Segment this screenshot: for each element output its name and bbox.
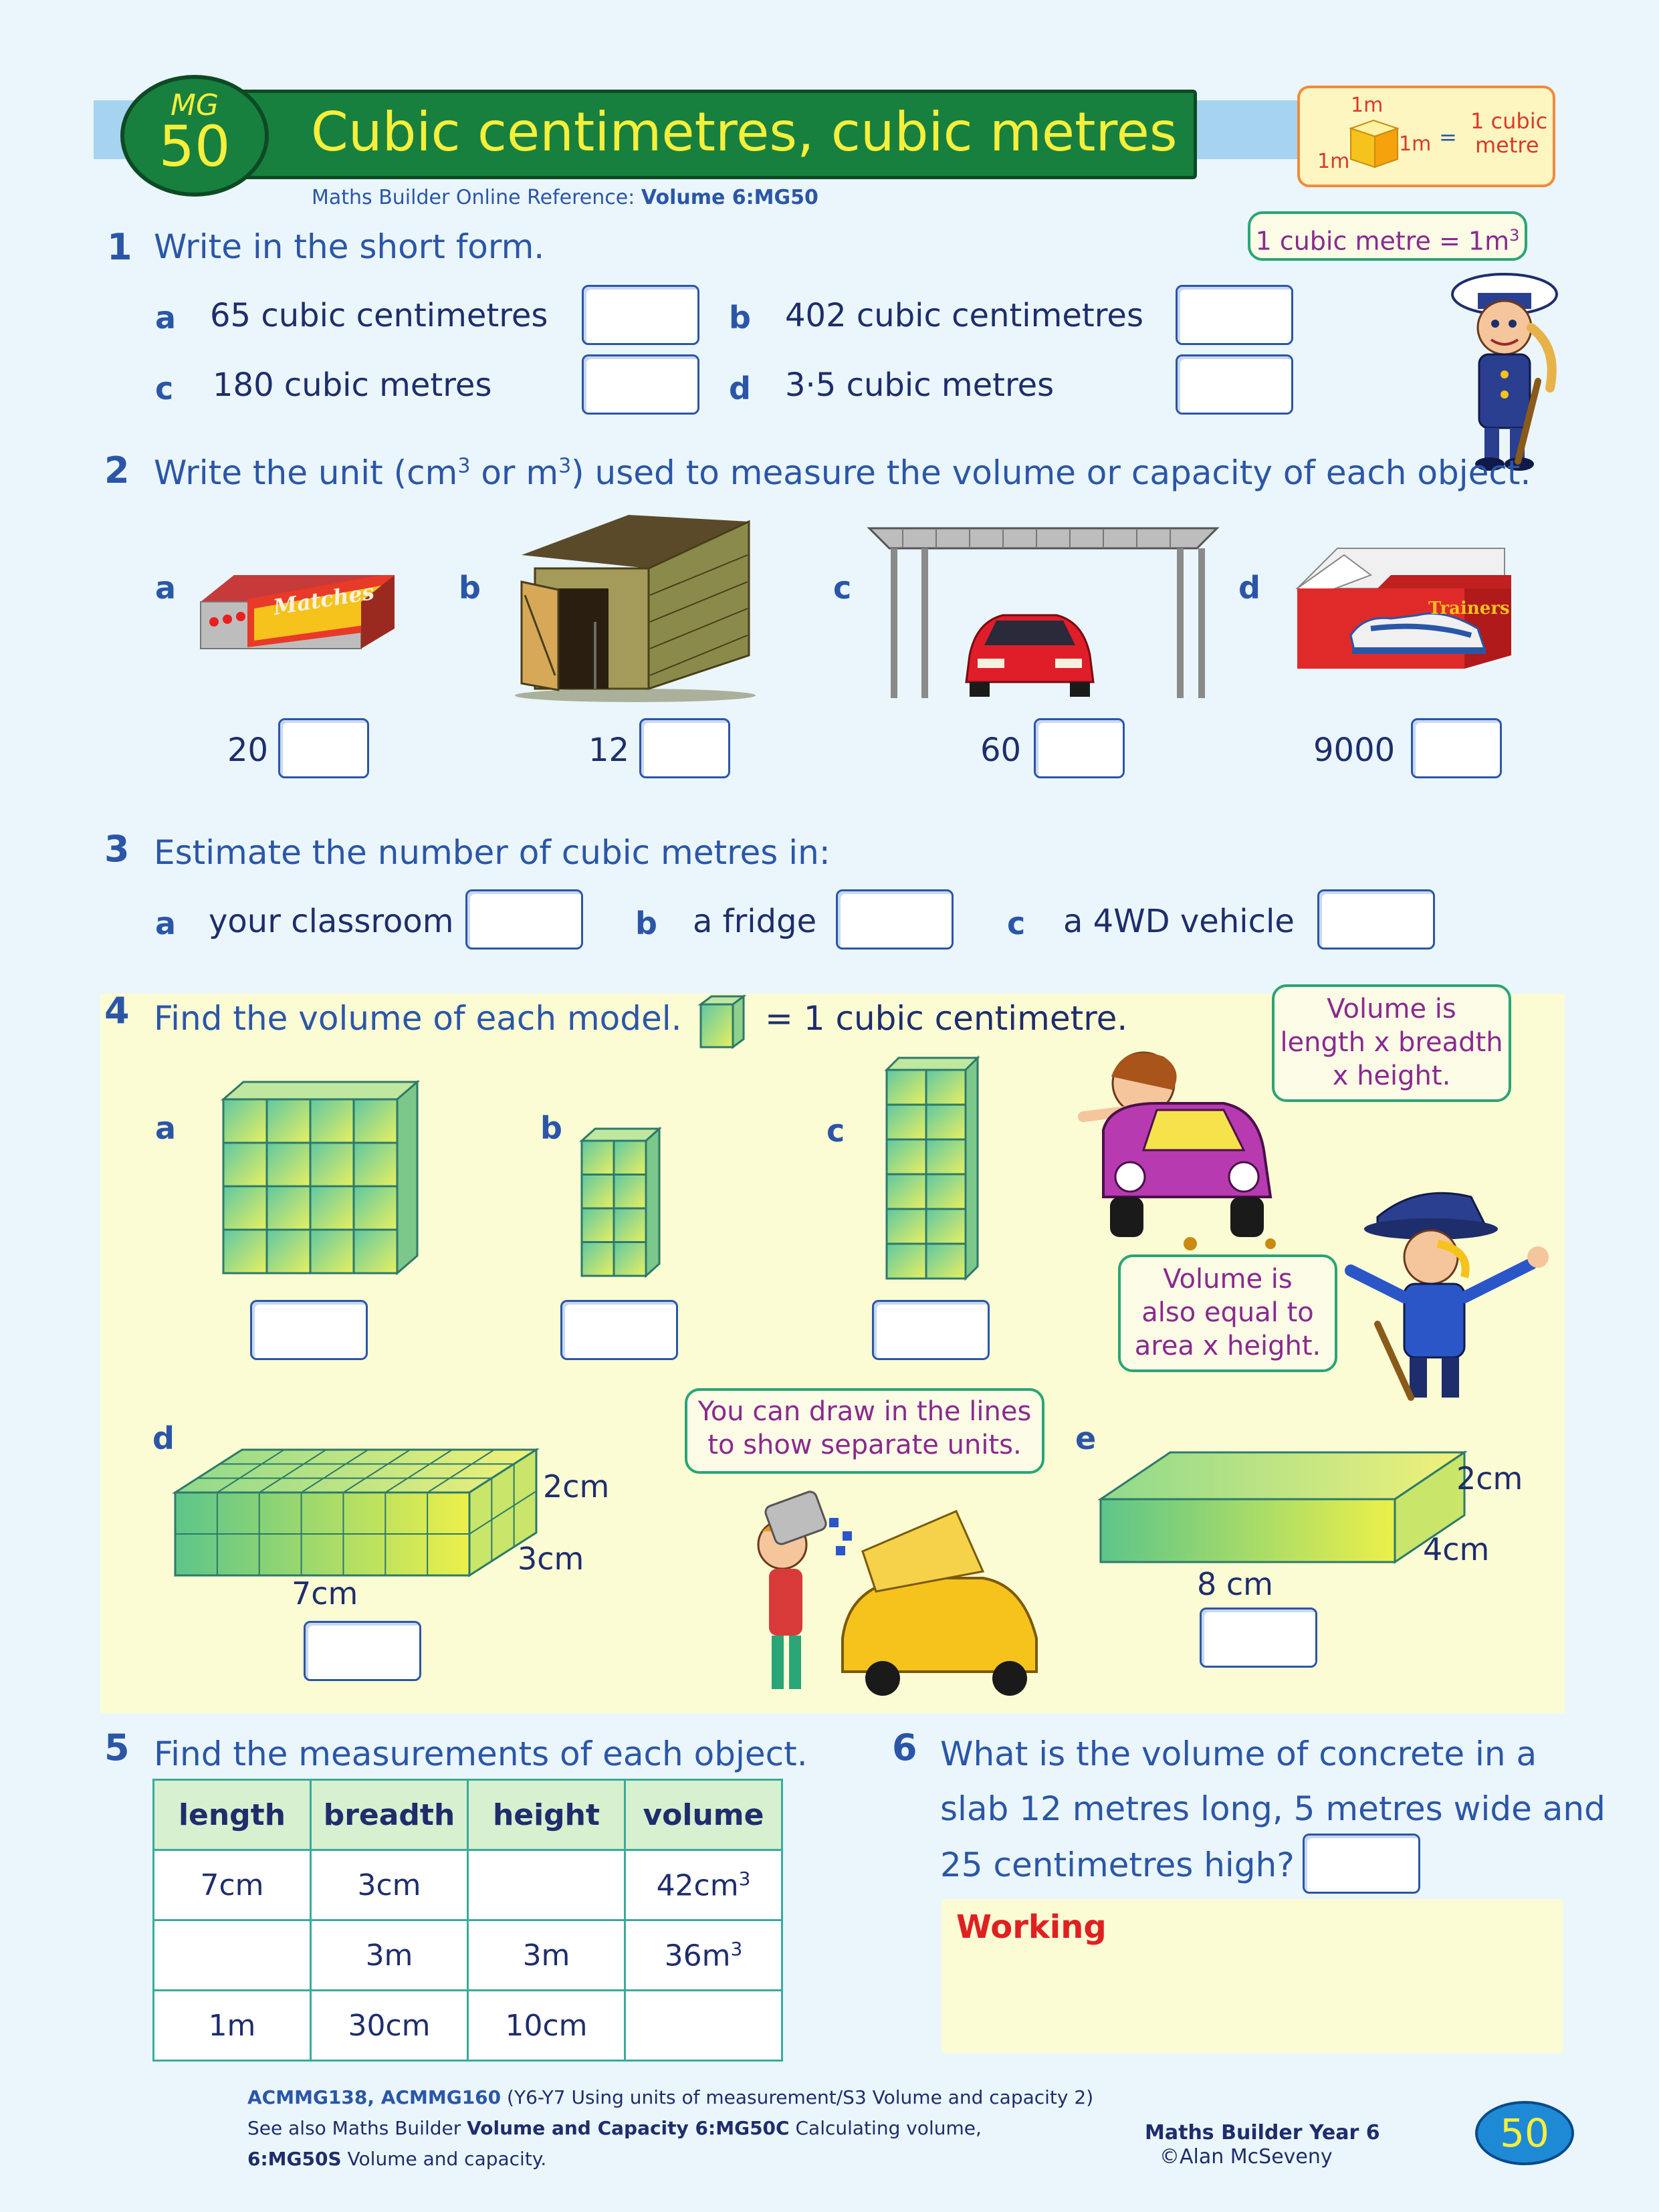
see-also-line1 [247, 2117, 982, 2139]
q3a-letter: a [155, 905, 177, 942]
q2a-value: 20 [227, 732, 269, 769]
garden-shed-icon [495, 508, 776, 702]
cubic-metre-legend [1297, 86, 1555, 187]
model-a-cube [354, 1099, 397, 1143]
page-title: Cubic centimetres, cubic metres [311, 101, 1178, 163]
page-number: 50 [1500, 2110, 1549, 2156]
model-a-cube [267, 1099, 310, 1143]
model-a-cubes [214, 1073, 428, 1280]
q3a-text: your classroom [209, 903, 454, 940]
q4a-answer-box[interactable] [250, 1300, 368, 1360]
header-breadth: breadth [311, 1780, 468, 1850]
see-also-text3: Volume and capacity. [341, 2148, 547, 2170]
table-row [154, 1920, 782, 1991]
cubic-metre-bubble-text: 1 cubic metre = 1m [1255, 226, 1510, 256]
q3-prompt: Estimate the number of cubic metres in: [154, 833, 831, 872]
q1b-text: 402 cubic centimetres [785, 297, 1143, 334]
online-ref-value: Volume 6:MG50 [641, 186, 818, 209]
row1-volume [625, 1850, 782, 1920]
q1-number: 1 [107, 226, 132, 268]
model-b-cube [582, 1208, 614, 1242]
model-d-breadth: 3cm [518, 1541, 584, 1577]
mg-badge [120, 75, 269, 197]
row1-volume-sup: 3 [738, 1867, 751, 1890]
badge-number: 50 [158, 114, 231, 179]
model-e-slab [1097, 1447, 1471, 1567]
q6-line2: slab 12 metres long, 5 metres wide and [940, 1789, 1606, 1828]
model-c-cube [926, 1139, 966, 1174]
model-c-cube [887, 1209, 926, 1244]
q1b-answer-box[interactable] [1176, 285, 1293, 345]
q3c-letter: c [1007, 905, 1026, 942]
q2b-answer-box[interactable] [639, 718, 730, 778]
q3b-letter: b [635, 905, 657, 942]
table-row [154, 1850, 782, 1920]
q2-prompt-part2: or m [470, 453, 559, 492]
draw-lines-line1: You can draw in the lines [697, 1396, 1032, 1427]
q2d-value: 9000 [1313, 732, 1396, 769]
q4c-letter: c [826, 1113, 845, 1149]
row1-length: 7cm [154, 1850, 311, 1920]
row2-height: 3m [468, 1920, 625, 1991]
model-c-cube [887, 1139, 926, 1174]
q1d-letter: d [729, 370, 751, 407]
table-header-row [154, 1780, 782, 1850]
police-character-icon [1438, 261, 1571, 475]
area-formula-bubble [1118, 1254, 1337, 1372]
curriculum-codes-desc: (Y6-Y7 Using units of measurement/S3 Volume and capacity 2) [501, 2086, 1094, 2108]
model-a-cube [223, 1230, 267, 1273]
q3b-answer-box[interactable] [836, 889, 954, 950]
q2b-value: 12 [588, 732, 630, 769]
area-formula-line3: area x height. [1134, 1331, 1321, 1361]
model-c-cubes [880, 1050, 987, 1284]
row2-breadth: 3m [311, 1920, 468, 1991]
model-b-cube [614, 1242, 646, 1277]
q1c-letter: c [155, 370, 174, 407]
q4c-answer-box[interactable] [872, 1300, 990, 1360]
model-a-cube [310, 1186, 354, 1230]
q5-prompt: Find the measurements of each object. [154, 1735, 808, 1773]
model-c-cube [887, 1070, 926, 1105]
model-c-cube [926, 1209, 966, 1244]
see-also-line2 [247, 2148, 546, 2170]
model-d-cubes [171, 1436, 546, 1583]
page-number-badge [1475, 2101, 1574, 2165]
model-a-cube [354, 1186, 397, 1230]
cubic-metre-bubble-sup: 3 [1509, 226, 1520, 245]
curriculum-codes [247, 2086, 1093, 2108]
model-b-cube [582, 1175, 614, 1209]
model-a-cube [267, 1186, 310, 1230]
curriculum-codes-value: ACMMG138, ACMMG160 [247, 2086, 502, 2108]
driver-in-car-icon [1063, 1043, 1284, 1257]
q2d-letter: d [1238, 570, 1260, 606]
area-formula-line2: also equal to [1141, 1297, 1314, 1328]
q4-unit-text: = 1 cubic centimetre. [765, 999, 1128, 1038]
q1c-answer-box[interactable] [582, 354, 699, 415]
q6-line3: 25 centimetres high? [940, 1846, 1295, 1884]
row1-height-input[interactable] [468, 1850, 625, 1920]
model-a-cube [223, 1143, 267, 1186]
unit-cube-icon [697, 992, 748, 1053]
working-area[interactable] [942, 1899, 1563, 2053]
model-e-height: 2cm [1456, 1460, 1523, 1497]
row1-breadth: 3cm [311, 1850, 468, 1920]
row2-volume [625, 1920, 782, 1991]
q2c-value: 60 [980, 732, 1022, 769]
cube-label-left: 1m [1317, 150, 1350, 173]
q4d-letter: d [152, 1420, 175, 1456]
online-ref-label: Maths Builder Online Reference: [312, 186, 635, 209]
model-b-cube [614, 1208, 646, 1242]
row2-volume-value: 36m [664, 1939, 731, 1973]
q3b-text: a fridge [693, 903, 817, 940]
shoebox-label: Trainers [1428, 598, 1510, 619]
model-c-cube [887, 1174, 926, 1209]
header-height: height [468, 1780, 625, 1850]
header-length: length [154, 1780, 311, 1850]
q6-number: 6 [892, 1727, 917, 1769]
q1d-answer-box[interactable] [1176, 354, 1293, 415]
see-also-text2: Calculating volume, [789, 2117, 982, 2139]
shoebox-icon [1291, 535, 1518, 675]
q3c-answer-box[interactable] [1317, 889, 1435, 950]
area-formula-line1: Volume is [1163, 1264, 1293, 1295]
draw-lines-line2: to show separate units. [707, 1430, 1022, 1460]
cube-label-top: 1m [1351, 94, 1384, 117]
q2-prompt-part3: ) used to measure the volume or capacity of each object. [571, 453, 1531, 492]
q3c-text: a 4WD vehicle [1063, 903, 1295, 940]
row1-volume-value: 42cm [656, 1868, 739, 1903]
copyright: ©Alan McSeveny [1159, 2145, 1333, 2169]
model-a-cube [310, 1099, 354, 1143]
model-e-breadth: 4cm [1423, 1531, 1490, 1567]
row2-volume-sup: 3 [730, 1937, 743, 1960]
cube-meaning-2: metre [1475, 132, 1539, 158]
model-d-height: 2cm [543, 1468, 610, 1505]
volume-formula-line1: Volume is [1327, 994, 1456, 1024]
model-e-length: 8 cm [1197, 1566, 1273, 1602]
volume-formula-line3: x height. [1332, 1061, 1451, 1091]
q6-line1: What is the volume of concrete in a [940, 1735, 1537, 1773]
q2-prompt-sup2: 3 [558, 454, 572, 478]
q1a-letter: a [155, 300, 177, 336]
q4-number: 4 [104, 990, 130, 1032]
q1a-answer-box[interactable] [582, 285, 699, 345]
q4e-answer-box[interactable] [1200, 1608, 1317, 1668]
model-a-cube [354, 1230, 397, 1273]
model-b-cube [582, 1141, 614, 1175]
q1a-text: 65 cubic centimetres [210, 297, 548, 334]
q2a-letter: a [155, 570, 177, 606]
online-reference [312, 186, 818, 209]
q1c-text: 180 cubic metres [213, 366, 492, 404]
model-a-cube [267, 1143, 310, 1186]
model-c-cube [887, 1244, 926, 1279]
measurements-table [152, 1779, 783, 2062]
model-c-cube [926, 1105, 966, 1139]
model-a-cube [267, 1230, 310, 1273]
model-b-cube [582, 1242, 614, 1277]
see-also-text1: See also Maths Builder [247, 2117, 467, 2139]
q4d-answer-box[interactable] [304, 1621, 421, 1681]
q4e-letter: e [1075, 1420, 1097, 1456]
model-a-cube [310, 1230, 354, 1273]
title-banner [227, 90, 1197, 179]
see-also-bold2: 6:MG50S [247, 2148, 342, 2170]
model-a-cube [223, 1099, 267, 1143]
model-b-cubes [575, 1121, 669, 1281]
boy-filling-car-icon [742, 1484, 1050, 1698]
model-c-cube [926, 1244, 966, 1279]
model-a-cube [310, 1143, 354, 1186]
row3-breadth: 30cm [311, 1991, 468, 2061]
working-label: Working [956, 1908, 1107, 1946]
q2b-letter: b [459, 570, 481, 606]
carport-with-car-icon [863, 515, 1224, 702]
model-a-cube [354, 1143, 397, 1186]
q2d-answer-box[interactable] [1411, 718, 1502, 778]
q4b-letter: b [540, 1110, 562, 1146]
q2-number: 2 [104, 449, 130, 491]
q3a-answer-box[interactable] [465, 889, 583, 950]
book-title: Maths Builder Year 6 [1145, 2121, 1380, 2144]
model-c-cube [887, 1105, 926, 1139]
table-row [154, 1991, 782, 2061]
header-volume: volume [625, 1780, 782, 1850]
q1d-text: 3·5 cubic metres [785, 366, 1055, 404]
q2c-answer-box[interactable] [1034, 718, 1125, 778]
q1-prompt: Write in the short form. [154, 227, 545, 266]
matchbox-label: Matches [271, 578, 376, 621]
model-b-cube [614, 1175, 646, 1209]
cubic-metre-bubble [1248, 211, 1527, 261]
model-c-cube [926, 1174, 966, 1209]
q6-answer-box[interactable] [1303, 1834, 1420, 1894]
see-also-bold1: Volume and Capacity 6:MG50C [467, 2117, 790, 2139]
cube-equals: = [1439, 124, 1457, 150]
model-b-cube [614, 1141, 646, 1175]
cube-meaning-1: 1 cubic [1470, 108, 1548, 134]
model-c-cube [926, 1070, 966, 1105]
q4b-answer-box[interactable] [560, 1300, 678, 1360]
q2a-answer-box[interactable] [278, 718, 369, 778]
cube-label-right: 1m [1399, 132, 1432, 156]
row3-length: 1m [154, 1991, 311, 2061]
row2-length-input[interactable] [154, 1920, 311, 1991]
q2-prompt-sup1: 3 [457, 454, 471, 478]
q2-prompt [154, 453, 1531, 492]
model-d-length: 7cm [292, 1575, 358, 1612]
matchbox-icon [194, 568, 408, 655]
traffic-officer-icon [1337, 1177, 1558, 1404]
volume-formula-bubble [1272, 984, 1511, 1102]
q2-prompt-part1: Write the unit (cm [154, 453, 458, 492]
q2c-letter: c [833, 570, 852, 606]
q5-number: 5 [104, 1727, 130, 1769]
q3-number: 3 [104, 828, 130, 870]
row3-volume-input[interactable] [625, 1991, 782, 2061]
draw-lines-bubble [685, 1388, 1044, 1474]
q4a-letter: a [155, 1110, 177, 1146]
q4-prompt: Find the volume of each model. [154, 999, 682, 1038]
q1b-letter: b [729, 300, 751, 336]
model-a-cube [223, 1186, 267, 1230]
row3-height: 10cm [468, 1991, 625, 2061]
badge-code: MG [170, 88, 219, 122]
volume-formula-line2: length x breadth [1280, 1027, 1503, 1058]
